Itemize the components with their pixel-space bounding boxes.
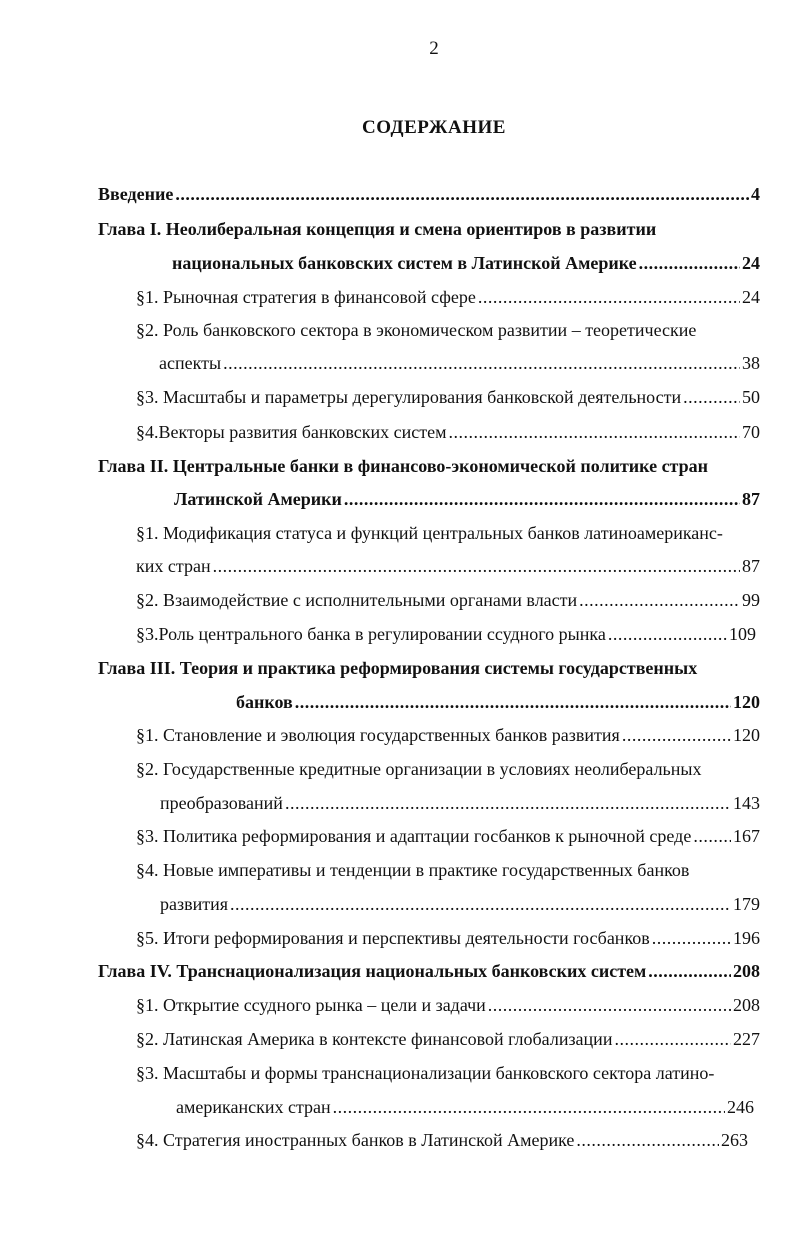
- leader-dots: [693, 823, 731, 849]
- leader-dots: [333, 1094, 725, 1120]
- toc-entry-ch4-s3-cont[interactable]: [176, 1094, 754, 1120]
- toc-entry-text: развития: [160, 894, 229, 914]
- toc-entry-text: аспекты: [159, 353, 222, 373]
- toc-page-number: 87: [742, 556, 760, 576]
- toc-entry-ch2-s1-cont[interactable]: [136, 553, 760, 579]
- toc-chapter-1-title[interactable]: [98, 216, 760, 242]
- leader-dots: [652, 925, 731, 951]
- toc-entry-ch1-s3[interactable]: [136, 384, 760, 410]
- toc-entry-ch4-s1[interactable]: [136, 992, 760, 1018]
- leader-dots: [223, 350, 740, 376]
- toc-page-number: 227: [733, 1029, 760, 1049]
- toc-entry-text: §3. Политика реформирования и адаптации госбанков к рыночной среде: [136, 826, 692, 846]
- toc-page-number: 167: [733, 826, 760, 846]
- leader-dots: [614, 1026, 731, 1052]
- toc-page-number: 263: [721, 1130, 748, 1150]
- toc-entry-ch1-s2-cont[interactable]: [159, 350, 760, 376]
- leader-dots: [608, 621, 727, 647]
- toc-entry-text: национальных банковских систем в Латинской Америке: [172, 253, 637, 273]
- toc-page-number: 24: [742, 253, 760, 273]
- toc-entry-ch4-s2[interactable]: [136, 1026, 760, 1052]
- toc-entry-ch2-s1[interactable]: [136, 520, 760, 546]
- toc-entry-ch3-s2[interactable]: [136, 756, 760, 782]
- toc-entry-intro[interactable]: [98, 181, 760, 207]
- toc-entry-text: ких стран: [136, 556, 211, 576]
- toc-entry-ch2-s2[interactable]: [136, 587, 760, 613]
- toc-page-number: 38: [742, 353, 760, 373]
- leader-dots: [648, 958, 731, 984]
- leader-dots: [175, 181, 749, 207]
- toc-entry-text: §1. Открытие ссудного рынка – цели и задачи: [136, 995, 486, 1015]
- toc-page-number: 70: [742, 422, 760, 442]
- toc-page-number: 179: [733, 894, 760, 914]
- toc-entry-text: Глава II. Центральные банки в финансово-экономической политике стран: [98, 456, 708, 476]
- toc-page-number: 208: [733, 995, 760, 1015]
- leader-dots: [488, 992, 731, 1018]
- toc-entry-ch2-s3[interactable]: [136, 621, 756, 647]
- toc-entry-ch3-s4[interactable]: [136, 857, 760, 883]
- toc-entry-text: §2. Роль банковского сектора в экономическом развитии – теоретические: [136, 320, 697, 340]
- toc-chapter-1-title-cont[interactable]: [172, 250, 760, 276]
- toc-entry-text: §2. Взаимодействие с исполнительными органами власти: [136, 590, 578, 610]
- toc-entry-ch3-s5[interactable]: [136, 925, 760, 951]
- toc-page-number: 4: [751, 184, 760, 204]
- toc-title: СОДЕРЖАНИЕ: [362, 117, 506, 138]
- toc-entry-ch3-s2-cont[interactable]: [160, 790, 760, 816]
- leader-dots: [478, 284, 740, 310]
- toc-entry-ch4-s4[interactable]: [136, 1127, 748, 1153]
- toc-entry-text: Введение: [98, 184, 174, 204]
- toc-page-number: 120: [733, 692, 760, 712]
- toc-entry-text: Латинской Америки: [174, 489, 342, 509]
- toc-chapter-3-title[interactable]: [98, 655, 760, 681]
- leader-dots: [213, 553, 740, 579]
- toc-entry-text: §2. Латинская Америка в контексте финансовой глобализации: [136, 1029, 613, 1049]
- leader-dots: [448, 419, 740, 445]
- toc-entry-ch3-s1[interactable]: [136, 722, 760, 748]
- toc-entry-text: §4.Векторы развития банковских систем: [136, 422, 447, 442]
- toc-entry-text: §1. Модификация статуса и функций центральных банков латиноамериканс-: [136, 523, 723, 543]
- leader-dots: [295, 689, 731, 715]
- toc-entry-ch1-s4[interactable]: [136, 419, 760, 445]
- toc-entry-text: §2. Государственные кредитные организации в условиях неолиберальных: [136, 759, 702, 779]
- toc-page-number: 246: [727, 1097, 754, 1117]
- leader-dots: [344, 486, 740, 512]
- leader-dots: [285, 790, 731, 816]
- leader-dots: [579, 587, 740, 613]
- toc-entry-text: §1. Рыночная стратегия в финансовой сфере: [136, 287, 476, 307]
- toc-page-number: 196: [733, 928, 760, 948]
- toc-chapter-3-title-cont[interactable]: [236, 689, 760, 715]
- toc-entry-text: §3. Масштабы и параметры дерегулирования банковской деятельности: [136, 387, 682, 407]
- toc-page-number: 24: [742, 287, 760, 307]
- toc-entry-ch3-s4-cont[interactable]: [160, 891, 760, 917]
- leader-dots: [576, 1127, 719, 1153]
- toc-chapter-2-title[interactable]: [98, 453, 760, 479]
- toc-entry-text: §5. Итоги реформирования и перспективы деятельности госбанков: [136, 928, 650, 948]
- toc-page-number: 87: [742, 489, 760, 509]
- leader-dots: [683, 384, 740, 410]
- toc-page-number: 109: [729, 624, 756, 644]
- leader-dots: [622, 722, 731, 748]
- toc-page-number: 120: [733, 725, 760, 745]
- toc-entry-text: §3. Масштабы и формы транснационализации банковского сектора латино-: [136, 1063, 715, 1083]
- leader-dots: [639, 250, 740, 276]
- toc-entry-text: преобразований: [160, 793, 283, 813]
- toc-page-number: 208: [733, 961, 760, 981]
- toc-entry-text: американских стран: [176, 1097, 331, 1117]
- toc-entry-text: §3.Роль центрального банка в регулировании ссудного рынка: [136, 624, 606, 644]
- toc-page-number: 143: [733, 793, 760, 813]
- toc-entry-text: §4. Стратегия иностранных банков в Латинской Америке: [136, 1130, 575, 1150]
- toc-entry-text: §1. Становление и эволюция государственных банков развития: [136, 725, 620, 745]
- toc-chapter-2-title-cont[interactable]: [174, 486, 760, 512]
- toc-entry-text: Глава IV. Транснационализация национальных банковских систем: [98, 961, 647, 981]
- toc-chapter-4-title[interactable]: [98, 958, 760, 984]
- page-number: 2: [429, 38, 439, 59]
- toc-page-number: 99: [742, 590, 760, 610]
- toc-entry-text: §4. Новые императивы и тенденции в практике государственных банков: [136, 860, 690, 880]
- toc-entry-text: банков: [236, 692, 293, 712]
- toc-entry-ch3-s3[interactable]: [136, 823, 760, 849]
- toc-entry-ch4-s3[interactable]: [136, 1060, 760, 1086]
- leader-dots: [230, 891, 731, 917]
- toc-entry-ch1-s2[interactable]: [136, 317, 760, 343]
- toc-entry-text: Глава III. Теория и практика реформирования системы государственных: [98, 658, 698, 678]
- toc-entry-text: Глава I. Неолиберальная концепция и смена ориентиров в развитии: [98, 219, 657, 239]
- toc-page-number: 50: [742, 387, 760, 407]
- toc-entry-ch1-s1[interactable]: [136, 284, 760, 310]
